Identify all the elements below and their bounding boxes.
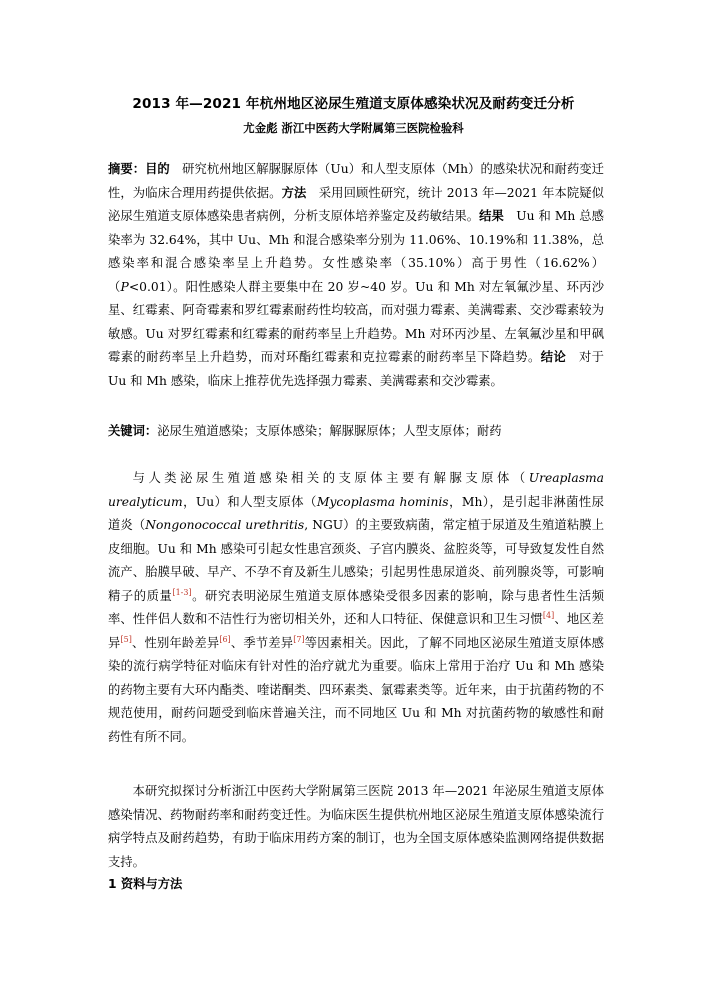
result-text-2: <0.01）。阳性感染人群主要集中在 20 岁~40 岁。Uu 和 Mh 对左氧氟沙星、环丙沙星、红霉素、阿奇霉素和罗红霉素耐药性均较高，而对强力霉素、美满霉素、交沙霉素较为敏感。Uu 对罗红霉素和红霉素的耐药率呈上升趋势。Mh 对环丙沙星、左氧氟沙星和甲砜霉素的耐药率呈上升趋势，而对环酯红霉素和克拉霉素的耐药率呈下降趋势。: [108, 279, 604, 364]
intro-text: 等因素相关。因此，了解不同地区泌尿生殖道支原体感染的流行病学特征对临床有针对性的治疗就尤为重要。临床上常用于治疗 Uu 和 Mh 感染的药物主要有大环内酯类、喹诺酮类、四环素类、氯霉素类等。近年来，由于抗菌药物的不规范使用，耐药问题受到临床普遍关注，而不同地区 Uu 和 Mh 对抗菌药物的敏感性和耐药性有所不同。: [108, 635, 604, 744]
purpose-label: 目的: [145, 162, 170, 176]
citation-ref[interactable]: [4]: [542, 610, 555, 620]
intro-text: 。研究表明泌尿生殖道支原体感染受很多因素的影响，除与患者性生活频率、性伴侣人数和不洁性行为密切相关外，还和人口特征、保健意识和卫生习惯: [108, 588, 604, 626]
section-heading: 1 资料与方法: [108, 877, 183, 891]
keywords-text: 泌尿生殖道感染；支原体感染；解脲脲原体；人型支原体；耐药: [157, 424, 502, 438]
keywords: [108, 420, 604, 444]
intro-text: ，Uu）和人型支原体（: [182, 494, 317, 509]
intro-text: 、性别年龄差异: [131, 635, 220, 650]
intro-text: , NGU）的主要致病菌，常定植于尿道及生殖道粘膜上皮细胞。Uu 和 Mh 感染可引起女性患宫颈炎、子宫内膜炎、盆腔炎等，可导致复发性自然流产、胎膜早破、早产、不孕不育及新生儿感染；引起男性患尿道炎、前列腺炎等，可影响精子的质量: [108, 518, 604, 603]
paper-title: 2013 年—2021 年杭州地区泌尿生殖道支原体感染状况及耐药变迁分析: [132, 96, 575, 112]
citation-ref[interactable]: [6]: [219, 634, 231, 644]
intro-paragraph-2: 本研究拟探讨分析浙江中医药大学附属第三医院 2013 年—2021 年泌尿生殖道支原体感染情况、药物耐药率和耐药变迁性。为临床医生提供杭州地区泌尿生殖道支原体感染流行病学特点及耐药趋势，有助于临床用药方案的制订，也为全国支原体感染监测网络提供数据支持。: [108, 784, 604, 869]
result-label: 结果: [479, 209, 504, 223]
mh-latin-name: Mycoplasma hominis: [316, 494, 449, 509]
intro-text: 、季节差异: [230, 635, 294, 650]
intro-paragraph-1: [108, 467, 604, 749]
author-affiliation: 尤金彪 浙江中医药大学附属第三医院检验科: [243, 121, 464, 135]
keywords-label: 关键词：: [108, 424, 158, 438]
citation-ref[interactable]: [7]: [293, 634, 305, 644]
conclusion-text: 对于 Uu 和 Mh 感染，临床上推荐优先选择强力霉素、美满霉素和交沙霉素。: [108, 350, 604, 388]
purpose-text: 研究杭州地区解脲脲原体（Uu）和人型支原体（Mh）的感染状况和耐药变迁性，为临床合理用药提供依据。: [108, 162, 604, 200]
method-label: 方法: [281, 185, 307, 200]
abstract-label: 摘要：: [108, 162, 146, 176]
ngu-latin-name: Nongonococcal urethritis: [145, 518, 305, 532]
abstract: [108, 158, 604, 393]
conclusion-label: 结论: [540, 350, 567, 364]
method-text: 采用回顾性研究，统计 2013 年—2021 年本院疑似泌尿生殖道支原体感染患者病例，分析支原体培养鉴定及药敏结果。: [108, 185, 604, 223]
uu-latin-name: Ureaplasma urealyticum: [108, 471, 604, 509]
intro-text: 、地区差异: [108, 612, 604, 650]
intro-text: 与人类泌尿生殖道感染相关的支原体主要有解脲支原体（: [132, 471, 529, 485]
p-symbol: P: [120, 279, 129, 294]
intro-text: ，Mh），是引起非淋菌性尿道炎（: [108, 494, 604, 532]
citation-ref[interactable]: [5]: [120, 634, 132, 644]
citation-ref[interactable]: [1-3]: [172, 587, 192, 597]
result-text-1: Uu 和 Mh 总感染率为 32.64%，其中 Uu、Mh 和混合感染率分别为 11.06%、10.19%和 11.38%，总感染率和混合感染率呈上升趋势。女性感染率（35.10%）高于男性（16.62%）（: [108, 209, 604, 294]
